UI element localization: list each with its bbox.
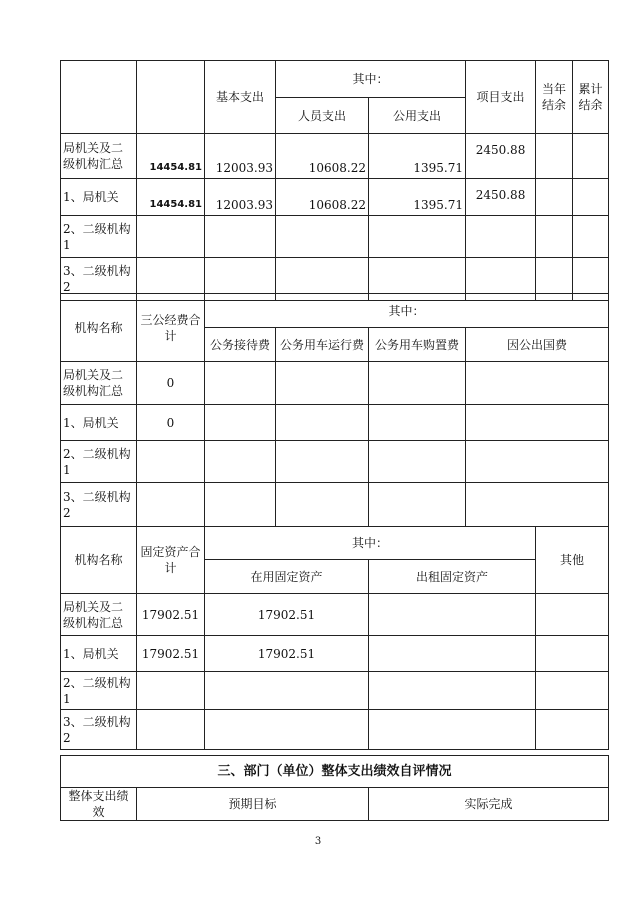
abroad-value	[466, 483, 609, 527]
car-purchase-value	[369, 441, 466, 483]
personnel-expense-header: 人员支出	[276, 98, 369, 134]
total-value	[137, 483, 205, 527]
car-operation-fee-header: 公务用车运行费	[276, 328, 369, 362]
cumulative-balance-header: 累计结余	[573, 61, 609, 134]
total-value	[137, 672, 205, 710]
other-value	[536, 594, 609, 636]
car-purchase-value	[369, 483, 466, 527]
org-name: 3、二级机构2	[61, 258, 137, 301]
three-public-total-header: 三公经费合计	[137, 294, 205, 362]
expenditure-table	[60, 60, 609, 301]
public-expense-header: 公用支出	[369, 98, 466, 134]
of-which-header: 其中：	[205, 294, 609, 328]
reception-value	[205, 362, 276, 405]
car-operation-value	[276, 441, 369, 483]
personnel-value	[276, 216, 369, 258]
org-name: 2、二级机构1	[61, 216, 137, 258]
abroad-value	[466, 441, 609, 483]
public-value: 1395.71	[369, 179, 466, 216]
org-name-header: 机构名称	[61, 294, 137, 362]
project-value: 2450.88	[466, 179, 536, 216]
in-use-assets-header: 在用固定资产	[205, 560, 369, 594]
expected-target-label: 预期目标	[137, 788, 369, 821]
org-name: 局机关及二级机构汇总	[61, 134, 137, 179]
abroad-fee-header: 因公出国费	[466, 328, 609, 362]
cumulative-value	[573, 179, 609, 216]
project-value: 2450.88	[466, 134, 536, 179]
car-purchase-fee-header: 公务用车购置费	[369, 328, 466, 362]
org-name: 1、局机关	[61, 179, 137, 216]
org-name: 3、二级机构2	[61, 483, 137, 527]
cumulative-value	[573, 216, 609, 258]
year-balance-header: 当年结余	[536, 61, 573, 134]
org-name: 3、二级机构2	[61, 710, 137, 750]
car-purchase-value	[369, 362, 466, 405]
fixed-assets-table	[60, 526, 609, 750]
org-name: 1、局机关	[61, 405, 137, 441]
table-row	[61, 134, 609, 179]
org-name: 局机关及二级机构汇总	[61, 362, 137, 405]
year-balance-value	[536, 179, 573, 216]
car-operation-value	[276, 483, 369, 527]
project-expense-header: 项目支出	[466, 61, 536, 134]
reception-value	[205, 483, 276, 527]
cumulative-value	[573, 134, 609, 179]
total-header-blank	[137, 61, 205, 134]
project-value	[466, 216, 536, 258]
personnel-value: 10608.22	[276, 179, 369, 216]
section-title: 三、部门（单位）整体支出绩效自评情况	[61, 756, 609, 788]
in-use-value: 17902.51	[205, 636, 369, 672]
reception-value	[205, 441, 276, 483]
table-row	[61, 362, 609, 405]
total-value	[137, 216, 205, 258]
page-number: 3	[314, 836, 322, 847]
in-use-value	[205, 672, 369, 710]
table-row	[61, 405, 609, 441]
in-use-value: 17902.51	[205, 594, 369, 636]
car-purchase-value	[369, 405, 466, 441]
rented-value	[369, 636, 536, 672]
personnel-value: 10608.22	[276, 134, 369, 179]
basic-value: 12003.93	[205, 179, 276, 216]
table-row	[61, 179, 609, 216]
abroad-value	[466, 405, 609, 441]
table-row	[61, 441, 609, 483]
org-name: 2、二级机构1	[61, 672, 137, 710]
basic-value: 12003.93	[205, 134, 276, 179]
rented-value	[369, 594, 536, 636]
reception-value	[205, 405, 276, 441]
performance-section-table	[60, 755, 609, 821]
total-value: 14454.81	[137, 134, 205, 179]
reception-fee-header: 公务接待费	[205, 328, 276, 362]
actual-completion-label: 实际完成	[369, 788, 609, 821]
public-value	[369, 216, 466, 258]
org-name-header-blank	[61, 61, 137, 134]
basic-value	[205, 216, 276, 258]
fixed-assets-total-header: 固定资产合计	[137, 527, 205, 594]
public-value: 1395.71	[369, 134, 466, 179]
in-use-value	[205, 710, 369, 750]
of-which-header: 其中：	[205, 527, 536, 560]
year-balance-value	[536, 134, 573, 179]
org-name: 局机关及二级机构汇总	[61, 594, 137, 636]
total-value: 0	[137, 362, 205, 405]
rented-value	[369, 710, 536, 750]
total-value	[137, 710, 205, 750]
org-name: 1、局机关	[61, 636, 137, 672]
rented-assets-header: 出租固定资产	[369, 560, 536, 594]
rented-value	[369, 672, 536, 710]
car-operation-value	[276, 405, 369, 441]
three-public-expenses-table	[60, 293, 609, 527]
org-name-header: 机构名称	[61, 527, 137, 594]
total-value: 14454.81	[137, 179, 205, 216]
total-value: 17902.51	[137, 594, 205, 636]
total-value	[137, 441, 205, 483]
abroad-value	[466, 362, 609, 405]
table-row	[61, 636, 609, 672]
car-operation-value	[276, 362, 369, 405]
table-row	[61, 483, 609, 527]
table-row	[61, 672, 609, 710]
of-which-header: 其中：	[276, 61, 466, 98]
total-value: 17902.51	[137, 636, 205, 672]
other-value	[536, 710, 609, 750]
basic-expense-header: 基本支出	[205, 61, 276, 134]
other-header: 其他	[536, 527, 609, 594]
other-value	[536, 636, 609, 672]
table-row	[61, 710, 609, 750]
org-name: 2、二级机构1	[61, 441, 137, 483]
total-value: 0	[137, 405, 205, 441]
overall-performance-label: 整体支出绩效	[61, 788, 137, 821]
table-row	[61, 216, 609, 258]
year-balance-value	[536, 216, 573, 258]
other-value	[536, 672, 609, 710]
table-row	[61, 594, 609, 636]
